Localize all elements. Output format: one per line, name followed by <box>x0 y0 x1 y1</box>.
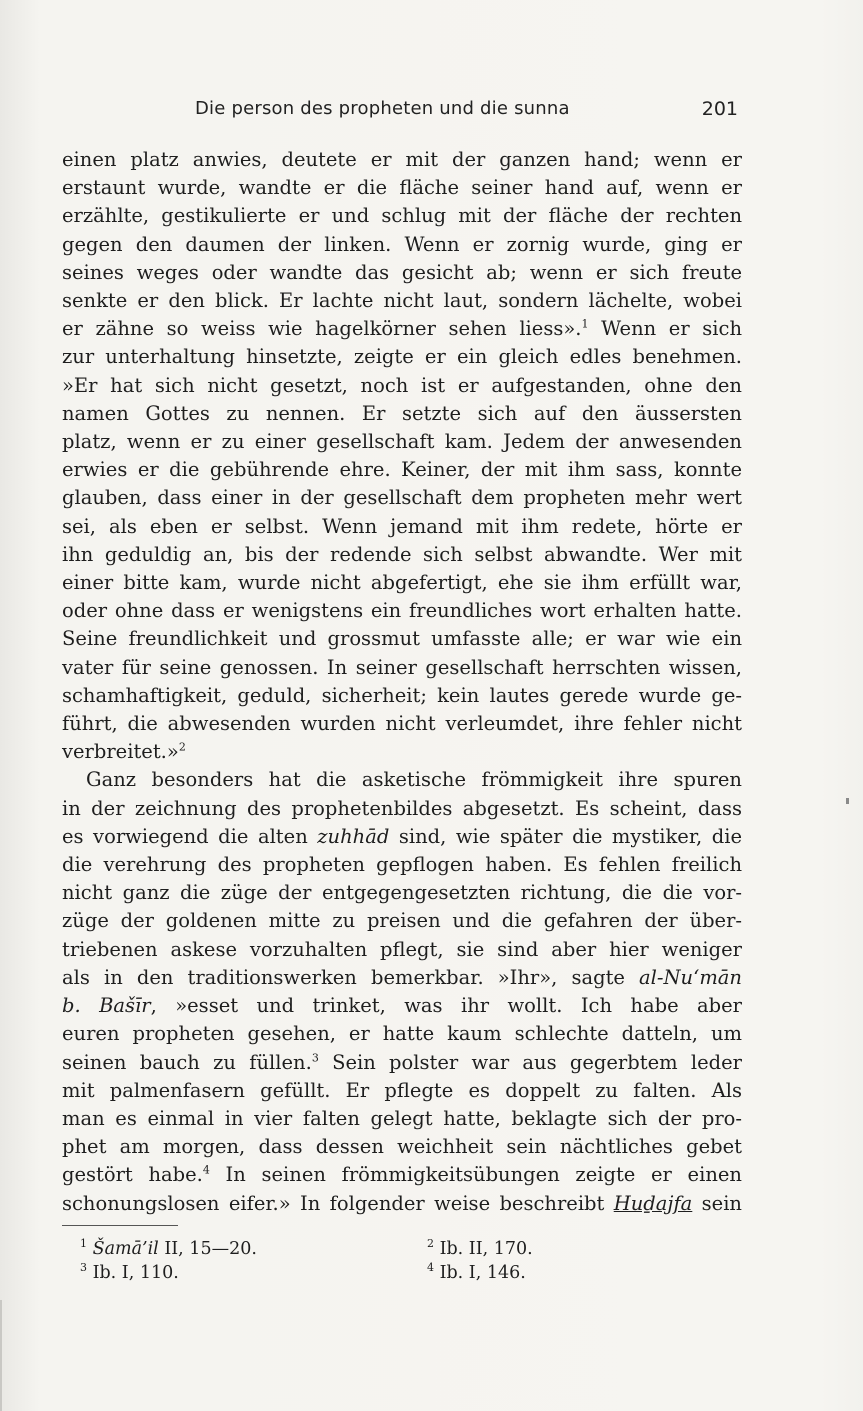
text-line: ihn geduldig an, bis der redende sich selbst abwandte. Wer mit <box>62 542 742 566</box>
footnote-1 <box>80 1237 257 1261</box>
text-line: namen Gottes zu nennen. Er setzte sich auf den äussersten <box>62 401 742 425</box>
italic-name: al-Nu‘mān <box>639 965 742 989</box>
text-line: führt, die abwesenden wurden nicht verleumdet, ihre fehler nicht <box>62 712 742 736</box>
footnote-4 <box>427 1261 526 1285</box>
footnote-reference: Ib. I, 146. <box>434 1263 526 1283</box>
text-line <box>62 964 742 992</box>
text-line <box>62 1049 742 1077</box>
text-line: seines weges oder wandte das gesicht ab; wenn er sich freute <box>62 260 742 284</box>
text-segment: seinen bauch zu füllen. <box>62 1050 312 1074</box>
text-line: in der zeichnung des prophetenbildes abgesetzt. Es scheint, dass <box>62 796 742 820</box>
italic-name: b. Bašīr <box>62 994 151 1018</box>
text-line: züge der goldenen mitte zu preisen und die gefahren der über- <box>62 909 742 933</box>
text-line: »Er hat sich nicht gesetzt, noch ist er aufgestanden, ohne den <box>62 373 742 397</box>
text-segment: Wenn er sich <box>588 317 743 341</box>
italic-name: Huḏajfa <box>613 1191 693 1215</box>
scan-speck <box>846 798 849 804</box>
main-text <box>62 146 742 1218</box>
text-line <box>62 992 742 1020</box>
text-line: erstaunt wurde, wandte er die fläche seiner hand auf, wenn er <box>62 176 742 200</box>
text-segment: es vorwiegend die alten <box>62 824 318 848</box>
text-line: sei, als eben er selbst. Wenn jemand mit ihm redete, hörte er <box>62 514 742 538</box>
footnote-row <box>80 1261 680 1285</box>
text-line: erwies er die gebührende ehre. Keiner, der mit ihm sass, konnte <box>62 458 742 482</box>
text-line <box>62 1190 742 1218</box>
running-header <box>195 98 738 130</box>
footnote-reference: Ib. I, 110. <box>87 1263 179 1283</box>
text-line: oder ohne dass er wenigstens ein freundliches wort erhalten hatte. <box>62 599 742 623</box>
footnote-number: 3 <box>80 1261 87 1275</box>
text-line <box>62 1161 742 1189</box>
footnote-number: 4 <box>427 1261 434 1275</box>
note-reference: 4 <box>202 1163 210 1177</box>
text-segment: verbreitet.» <box>62 740 179 764</box>
text-line: Seine freundlichkeit und grossmut umfasste alle; er war wie ein <box>62 627 742 651</box>
text-line <box>62 315 742 343</box>
footnote-divider <box>62 1225 178 1226</box>
text-line: schamhaftigkeit, geduld, sicherheit; kein lautes gerede wurde ge- <box>62 683 742 707</box>
italic-term: zuhhād <box>317 824 390 848</box>
text-segment: sein <box>692 1191 742 1215</box>
footnote-row <box>80 1237 680 1261</box>
text-line: man es einmal in vier falten gelegt hatte, beklagte sich der pro- <box>62 1106 742 1130</box>
text-line <box>62 823 742 851</box>
note-reference: 2 <box>178 740 186 754</box>
text-line: senkte er den blick. Er lachte nicht laut, sondern lächelte, wobei <box>62 289 742 313</box>
page-number: 201 <box>701 98 738 120</box>
note-reference: 3 <box>311 1051 319 1064</box>
text-line: glauben, dass einer in der gesellschaft dem propheten mehr wert <box>62 486 742 510</box>
footnote-reference: Ib. II, 170. <box>434 1239 533 1259</box>
text-line: triebenen askese vorzuhalten pflegt, sie sind aber hier weniger <box>62 937 742 961</box>
text-segment: als in den traditionswerken bemerkbar. »Ihr», sagte <box>62 965 640 989</box>
text-segment: Sein polster war aus gegerbtem leder <box>318 1050 742 1074</box>
text-line: platz, wenn er zu einer gesellschaft kam. Jedem der anwesenden <box>62 430 742 454</box>
text-line: einer bitte kam, wurde nicht abgefertigt, ehe sie ihm erfüllt war, <box>62 571 742 595</box>
text-segment: In seinen frömmigkeitsübungen zeigte er einen <box>209 1163 742 1187</box>
paragraph-start-line: Ganz besonders hat die asketische frömmigkeit ihre spuren <box>86 768 742 792</box>
footnote-source: Šamā’il <box>92 1239 159 1259</box>
text-line: die verehrung des propheten gepflogen haben. Es fehlen freilich <box>62 853 742 877</box>
text-segment: sind, wie später die mystiker, die <box>389 824 742 848</box>
text-line: vater für seine genossen. In seiner gesellschaft herrschten wissen, <box>62 655 742 679</box>
text-line: mit palmenfasern gefüllt. Er pflegte es doppelt zu falten. Als <box>62 1078 742 1102</box>
text-segment: er zähne so weiss wie hagelkörner sehen liess». <box>62 317 582 341</box>
text-line: nicht ganz die züge der entgegengesetzten richtung, die die vor- <box>62 881 742 905</box>
text-segment: , »esset und trinket, was ihr wollt. Ich habe aber <box>150 994 742 1018</box>
footnote-3 <box>80 1261 179 1285</box>
footnote-reference: II, 15—20. <box>158 1239 257 1259</box>
text-line <box>62 738 742 766</box>
footnote-number: 2 <box>427 1237 434 1251</box>
note-reference: 1 <box>581 317 589 331</box>
text-line: gegen den daumen der linken. Wenn er zornig wurde, ging er <box>62 232 742 256</box>
text-line: euren propheten gesehen, er hatte kaum schlechte datteln, um <box>62 1022 742 1046</box>
text-line: phet am morgen, dass dessen weichheit sein nächtliches gebet <box>62 1135 742 1159</box>
scan-margin-mark <box>0 1300 2 1411</box>
text-segment: gestört habe. <box>62 1163 203 1187</box>
footnote-number: 1 <box>80 1237 87 1251</box>
footnotes <box>80 1237 680 1285</box>
footnote-2 <box>427 1237 533 1261</box>
text-line: zur unterhaltung hinsetzte, zeigte er ein gleich edles benehmen. <box>62 345 742 369</box>
text-line: erzählte, gestikulierte er und schlug mit der fläche der rechten <box>62 204 742 228</box>
text-line: einen platz anwies, deutete er mit der ganzen hand; wenn er <box>62 148 742 171</box>
running-title: Die person des propheten und die sunna <box>195 98 570 119</box>
text-segment: schonungslosen eifer.» In folgender weise beschreibt <box>62 1191 614 1215</box>
